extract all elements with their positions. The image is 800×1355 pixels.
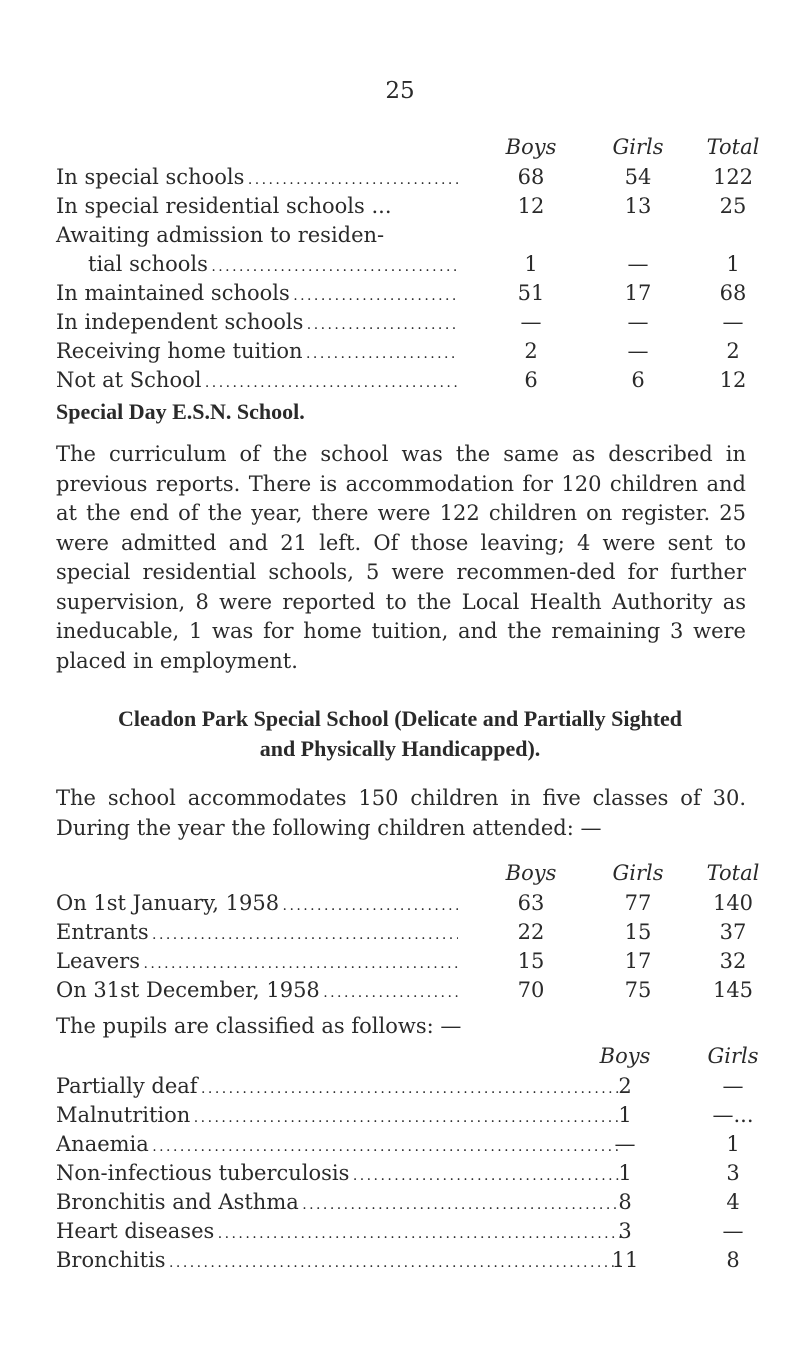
table-header (56, 135, 760, 165)
table-row (56, 978, 754, 1007)
cell-boys: 70 (517, 978, 545, 1002)
table-row (56, 949, 746, 978)
cell-boys: 22 (517, 920, 545, 944)
row-label: Heart diseases . . . (56, 1219, 621, 1243)
table-row (56, 194, 746, 223)
cell-boys: 1 (524, 252, 538, 276)
row-label: tial schools . . . (88, 252, 458, 276)
cell-girls: — (722, 1219, 744, 1243)
cell-boys: 1 (618, 1161, 632, 1185)
header-girls: Girls (612, 861, 664, 885)
attendance-table (56, 861, 760, 1007)
cell-boys: 63 (517, 891, 545, 915)
cell-total: 1 (726, 252, 740, 276)
cell-total: 140 (712, 891, 754, 915)
section-paragraph: The curriculum of the school was the same as described in previous reports. There is accommodation for 120 children and at the end of the year, there were 122 children on register. 25 were admitted and 21 left. Of those leaving; 4 were sent to special residential schools, 5 were recommen-ded for further supervision, 8 were reported to the Local Health Authority as ineducable, 1 was for home tuition, and the remaining 3 were placed in employment. (56, 442, 746, 673)
section-intro: The school accommodates 150 children in five classes of 30. During the year the following children attended: — (56, 786, 746, 840)
table-row (56, 1074, 746, 1103)
row-label: Bronchitis . . . (56, 1248, 621, 1272)
table-row (56, 281, 746, 310)
cell-boys: 6 (524, 368, 538, 392)
cell-boys: — (614, 1132, 636, 1156)
cell-girls: 8 (726, 1248, 740, 1272)
row-label: Partially deaf . . . (56, 1074, 621, 1098)
row-label: Entrants . . . (56, 920, 458, 944)
row-label: In special residential schools ... (56, 194, 392, 218)
cell-boys: 8 (618, 1190, 632, 1214)
table-row (56, 1190, 746, 1219)
cell-boys: 2 (524, 339, 538, 363)
row-label: On 31st December, 1958 . . . (56, 978, 458, 1002)
table-row (56, 1248, 746, 1277)
cell-total: 122 (712, 165, 754, 189)
table-row (56, 891, 754, 920)
cell-girls: 4 (726, 1190, 740, 1214)
cell-girls: 15 (624, 920, 652, 944)
cell-total: 37 (719, 920, 747, 944)
cell-girls: 17 (624, 949, 652, 973)
row-label: Awaiting admission to residen- (56, 223, 385, 247)
table-row (56, 339, 746, 368)
cell-boys: 3 (618, 1219, 632, 1243)
cell-total: 68 (719, 281, 747, 305)
row-label: In independent schools . . . (56, 310, 458, 334)
cell-girls: 75 (624, 978, 652, 1002)
cell-girls: 6 (631, 368, 645, 392)
special-schools-table (56, 135, 760, 397)
page-number: 25 (385, 78, 415, 104)
section-heading-line2: and Physically Handicapped). (259, 736, 541, 761)
cell-girls: — (627, 310, 649, 334)
row-label: In maintained schools . . . (56, 281, 458, 305)
table-header (56, 861, 760, 891)
row-label: Anaemia . . . (56, 1132, 621, 1156)
cell-girls: 3 (726, 1161, 740, 1185)
classification-table (56, 1044, 759, 1277)
classified-intro: The pupils are classified as follows: — (56, 1014, 462, 1038)
header-boys: Boys (505, 861, 557, 885)
cell-boys: 51 (517, 281, 545, 305)
table-row (56, 1132, 746, 1161)
row-label: On 1st January, 1958 . . . (56, 891, 458, 915)
header-girls: Girls (612, 135, 664, 159)
cell-total: 12 (719, 368, 747, 392)
row-label: Malnutrition . . . (56, 1103, 621, 1127)
cell-total: 25 (719, 194, 747, 218)
cell-girls: 13 (624, 194, 652, 218)
table-row (56, 310, 746, 339)
cell-girls: 1 (726, 1132, 740, 1156)
table-row (56, 1161, 746, 1190)
cell-girls: — (627, 252, 649, 276)
table-row (56, 368, 746, 397)
table-row (56, 1219, 746, 1248)
header-boys: Boys (505, 135, 557, 159)
table-row (56, 165, 754, 194)
row-label: Receiving home tuition . . . (56, 339, 458, 363)
table-row (56, 920, 746, 949)
row-label: Bronchitis and Asthma . . . (56, 1190, 621, 1214)
cell-girls: 54 (624, 165, 652, 189)
cell-boys: 11 (611, 1248, 639, 1272)
cell-boys: 68 (517, 165, 545, 189)
row-label: Non-infectious tuberculosis . . . (56, 1161, 621, 1185)
section-heading: Special Day E.S.N. School. (56, 399, 305, 424)
table-row (56, 1103, 754, 1132)
header-total: Total (706, 135, 760, 159)
cell-girls: —... (712, 1103, 754, 1127)
cell-total: — (722, 310, 744, 334)
header-boys: Boys (599, 1044, 651, 1068)
row-label: Leavers . . . (56, 949, 458, 973)
cell-boys: 12 (517, 194, 545, 218)
cell-girls: — (722, 1074, 744, 1098)
cell-boys: — (520, 310, 542, 334)
table-row (56, 223, 746, 252)
cell-girls: 77 (624, 891, 652, 915)
cell-boys: 15 (517, 949, 545, 973)
cell-girls: 17 (624, 281, 652, 305)
table-header (56, 1044, 759, 1074)
table-row (56, 252, 746, 281)
row-label: In special schools . . . (56, 165, 458, 189)
cell-total: 32 (719, 949, 747, 973)
header-girls: Girls (707, 1044, 759, 1068)
cell-total: 145 (712, 978, 754, 1002)
cell-boys: 1 (618, 1103, 632, 1127)
section-heading-line1: Cleadon Park Special School (Delicate and Partially Sighted (117, 706, 683, 731)
cell-boys: 2 (618, 1074, 632, 1098)
cell-girls: — (627, 339, 649, 363)
cell-total: 2 (726, 339, 740, 363)
header-total: Total (706, 861, 760, 885)
row-label: Not at School . . . (56, 368, 458, 392)
